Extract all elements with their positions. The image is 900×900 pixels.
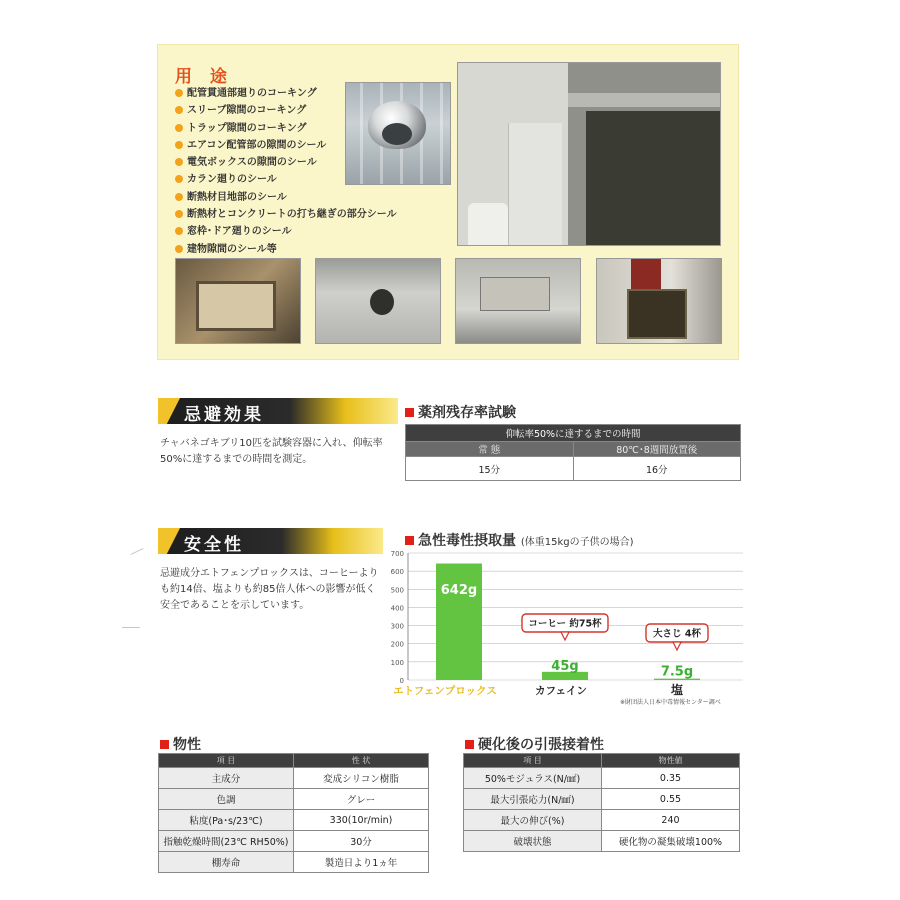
table-row xyxy=(159,810,429,831)
electrical-box-photo xyxy=(596,258,722,344)
table-row xyxy=(159,831,429,852)
table-row xyxy=(159,768,429,789)
bullet-icon xyxy=(175,141,183,149)
properties-table xyxy=(158,753,429,873)
properties-title: 物性 xyxy=(160,734,201,754)
category-label: カフェイン xyxy=(535,685,587,697)
properties-header-item: 項 目 xyxy=(159,754,294,768)
table-row xyxy=(159,852,429,873)
effect-heading-bar xyxy=(158,398,398,424)
bullet-icon xyxy=(175,89,183,97)
bullet-icon xyxy=(175,106,183,114)
toxicity-note: (体重15kgの子供の場合) xyxy=(520,537,634,548)
residual-test-title: 薬剤残存率試験 xyxy=(405,402,516,422)
table-cell: 色調 xyxy=(159,789,294,810)
data-label: 45g xyxy=(551,658,579,674)
usage-item: 断熱材目地部のシール xyxy=(175,189,397,206)
y-tick-label: 500 xyxy=(390,586,404,595)
table-row xyxy=(464,768,740,789)
y-tick-label: 700 xyxy=(390,550,404,558)
table-cell: 変成シリコン樹脂 xyxy=(294,768,429,789)
y-tick-label: 100 xyxy=(390,658,404,667)
callout-text: 大さじ 4杯 xyxy=(653,628,701,640)
bar xyxy=(436,564,482,680)
table-cell: 30分 xyxy=(294,831,429,852)
table-row xyxy=(464,831,740,852)
y-tick-label: 300 xyxy=(390,622,404,631)
usage-item: トラップ隙間のコーキング xyxy=(175,120,397,137)
red-square-icon xyxy=(160,740,169,749)
usage-title: 用 途 xyxy=(175,67,233,87)
bullet-icon xyxy=(175,175,183,183)
usage-item: 断熱材とコンクリートの打ち継ぎの部分シール xyxy=(175,206,397,223)
residual-value-normal: 15分 xyxy=(406,457,574,481)
tensile-header-item: 項 目 xyxy=(464,754,602,768)
usage-item: カラン廻りのシール xyxy=(175,171,397,188)
red-square-icon xyxy=(405,408,414,417)
table-cell: 粘度(Pa･s/23℃) xyxy=(159,810,294,831)
chart-footnote: ※財団法人日本中毒情報センター調べ xyxy=(620,699,721,706)
table-cell: 最大の伸び(%) xyxy=(464,810,602,831)
table-cell: 主成分 xyxy=(159,768,294,789)
bullet-icon xyxy=(175,245,183,253)
category-label: 塩 xyxy=(670,683,684,697)
red-square-icon xyxy=(465,740,474,749)
data-label: 642g xyxy=(440,582,478,598)
safety-description: 忌避成分エトフェンプロックスは、コーヒーよりも約14倍、塩よりも約85倍人体への影響が低く安全であることを示しています。 xyxy=(160,568,379,611)
bullet-icon xyxy=(175,158,183,166)
table-cell: 0.55 xyxy=(602,789,740,810)
safety-heading-bar xyxy=(158,528,383,554)
table-row xyxy=(159,789,429,810)
data-label: 7.5g xyxy=(660,664,694,680)
safety-heading: 安全性 xyxy=(184,535,244,555)
table-cell: 0.35 xyxy=(602,768,740,789)
callout-text: コーヒー 約75杯 xyxy=(528,618,602,630)
effect-heading: 忌避効果 xyxy=(184,405,264,425)
properties-header-value: 性 状 xyxy=(294,754,429,768)
bullet-icon xyxy=(175,193,183,201)
bullet-icon xyxy=(175,227,183,235)
bullet-icon xyxy=(175,124,183,132)
table-cell: 330(10r/min) xyxy=(294,810,429,831)
table-cell: 最大引張応力(N/㎟) xyxy=(464,789,602,810)
trap-box-photo xyxy=(175,258,301,344)
y-tick-label: 200 xyxy=(390,640,404,649)
table-cell: 製造日より1ヵ年 xyxy=(294,852,429,873)
tensile-title: 硬化後の引張接着性 xyxy=(465,734,604,754)
pipe-wall-photo xyxy=(315,258,441,344)
toxicity-title: 急性毒性摂取量 (体重15kgの子供の場合) xyxy=(405,530,634,550)
table-cell: 破壊状態 xyxy=(464,831,602,852)
table-row xyxy=(464,810,740,831)
table-cell: 50%モジュラス(N/㎟) xyxy=(464,768,602,789)
bullet-icon xyxy=(175,210,183,218)
tensile-table xyxy=(463,753,740,852)
table-cell: 240 xyxy=(602,810,740,831)
tensile-header-value: 物性値 xyxy=(602,754,740,768)
table-cell: 硬化物の凝集破壊100% xyxy=(602,831,740,852)
y-tick-label: 0 xyxy=(399,677,404,685)
residual-col-heated: 80℃･8週間放置後 xyxy=(573,442,741,457)
table-row xyxy=(464,789,740,810)
usage-item: 建物隙間のシール等 xyxy=(175,241,397,258)
residual-value-heated: 16分 xyxy=(573,457,741,481)
table-cell: グレー xyxy=(294,789,429,810)
concrete-joint-photo xyxy=(455,258,581,344)
category-label: エトフェンプロックス xyxy=(393,685,497,697)
callout-pointer xyxy=(561,632,569,640)
residual-col-normal: 常 態 xyxy=(406,442,574,457)
usage-item: 窓枠･ドア廻りのシール xyxy=(175,223,397,240)
residual-header: 仰転率50%に達するまでの時間 xyxy=(406,425,741,442)
red-square-icon xyxy=(405,536,414,545)
usage-item: エアコン配管部の隙間のシール xyxy=(175,137,397,154)
usage-item: 電気ボックスの隙間のシール xyxy=(175,154,397,171)
usage-item: スリーブ隙間のコーキング xyxy=(175,102,397,119)
window-wall-photo xyxy=(457,62,721,246)
table-cell: 指触乾燥時間(23℃ RH50%) xyxy=(159,831,294,852)
y-tick-label: 600 xyxy=(390,568,404,577)
y-tick-label: 400 xyxy=(390,604,404,613)
table-cell: 棚寿命 xyxy=(159,852,294,873)
residual-table xyxy=(405,424,741,481)
callout-pointer xyxy=(673,642,681,650)
effect-description: チャバネゴキブリ10匹を試験容器に入れ、仰転率50%に達するまでの時間を測定。 xyxy=(160,438,383,465)
usage-item: 配管貫通部廻りのコーキング xyxy=(175,85,397,102)
vent-cap-photo xyxy=(345,82,451,185)
toxicity-chart xyxy=(375,548,745,708)
